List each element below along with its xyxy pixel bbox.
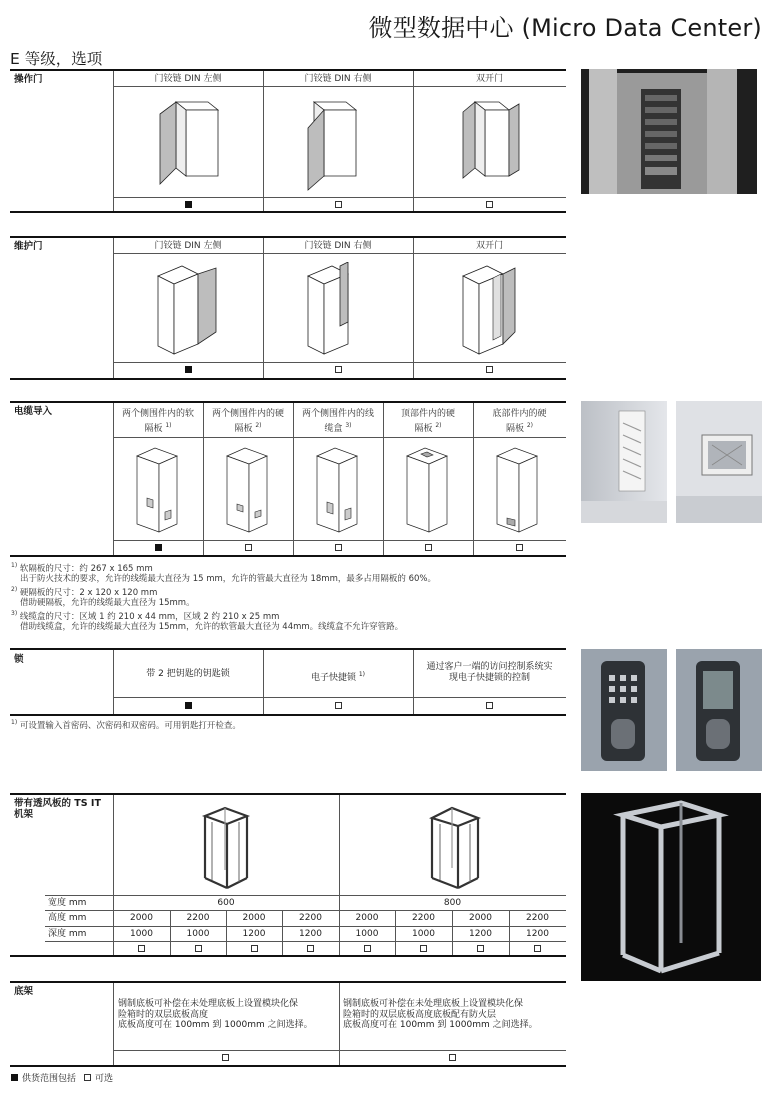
- cable-entry-soft-checkbox[interactable]: [155, 544, 162, 551]
- cable-note-2b: [11, 598, 436, 609]
- maintenance-door-left-checkbox[interactable]: [185, 366, 192, 373]
- cable-entry-notes: [11, 561, 436, 632]
- cable-entry-hard-photo: [676, 401, 762, 523]
- cable-entry-hard-top-checkbox[interactable]: [425, 544, 432, 551]
- lock-access-control-l2: 现电子快捷锁的控制: [448, 673, 530, 683]
- base-option-1-l3: 底板高度可在 100mm 到 1000mm 之间选择。: [118, 1020, 313, 1030]
- cable-entry-header-soft-l2: 隔板: [144, 424, 163, 434]
- rack-height-3: 2000: [242, 913, 266, 923]
- rack-option-1-checkbox[interactable]: [138, 945, 145, 952]
- lock-electronic-text: [263, 669, 413, 684]
- operating-door-header-right: 门铰链 DIN 右侧: [304, 74, 372, 84]
- rack-label: [14, 798, 101, 820]
- maintenance-door-left-illustration: [150, 262, 230, 357]
- rack-height-7: 2000: [469, 913, 492, 923]
- cable-entry-header-hard-bottom-l1: 底部件内的硬: [492, 409, 547, 419]
- cable-entry-header-hard-top-l2: 隔板: [414, 424, 433, 434]
- touch-lock-image: [676, 649, 762, 771]
- base-option-1-l1: 钢制底板可补偿在未处理底板上设置模块化保: [118, 999, 299, 1009]
- lock-electronic-checkbox[interactable]: [335, 702, 342, 709]
- legend-optional-text: 可选: [95, 1074, 114, 1084]
- cable-entry-hard-side-checkbox[interactable]: [245, 544, 252, 551]
- lock-electronic-label: 电子快捷锁: [310, 673, 356, 683]
- rack-800-illustration: [428, 804, 484, 890]
- cabinet-hard-side-plate-illustration: [223, 446, 273, 536]
- cabinet-cable-box-illustration: [313, 446, 363, 536]
- rack-height-1: 2000: [130, 913, 153, 923]
- cable-note-3-sup: 3): [11, 609, 18, 617]
- lock-note-sup: 1): [11, 719, 18, 726]
- cable-entry-header-cable-box-l2-wrap: [293, 420, 383, 435]
- rack-option-7-checkbox[interactable]: [477, 945, 484, 952]
- base-label: 底架: [14, 986, 34, 997]
- base-option-1-checkbox[interactable]: [222, 1054, 229, 1061]
- lock-note-text: 可设置输入首密码、次密码和双密码。可用钥匙打开检查。: [19, 720, 241, 731]
- cable-note-2-sup: 2): [11, 585, 18, 593]
- cable-entry-header-soft-l2-wrap: [113, 420, 203, 435]
- open-cabinet-photo: [581, 69, 757, 194]
- cable-entry-cable-box-checkbox[interactable]: [335, 544, 342, 551]
- cable-entry-label: 电缆导入: [14, 406, 53, 417]
- rack-depth-6: 1000: [412, 929, 435, 939]
- maintenance-door-right-illustration: [300, 262, 380, 357]
- cable-entry-header-cable-box-l1: 两个侧围件内的线: [301, 409, 374, 419]
- lock-note: [11, 718, 241, 731]
- cabinet-hard-top-plate-illustration: [403, 446, 453, 536]
- lock-label: 锁: [14, 654, 24, 665]
- cable-note-1: [11, 561, 436, 574]
- rack-height-label: 高度 mm: [48, 913, 87, 923]
- operating-door-header-double: 双开门: [475, 74, 503, 84]
- legend-included-icon: [11, 1074, 18, 1081]
- maintenance-double-door-illustration: [455, 262, 535, 357]
- operating-door-left-checkbox[interactable]: [185, 201, 192, 208]
- rack-depth-2: 1000: [186, 929, 210, 939]
- cable-entry-header-soft-l1: 两个侧围件内的软: [121, 409, 194, 419]
- cable-entry-header-soft-sup: 1): [165, 422, 172, 429]
- rack-option-4-checkbox[interactable]: [307, 945, 314, 952]
- operating-door-header-left: 门铰链 DIN 左侧: [154, 74, 222, 84]
- rack-option-3-checkbox[interactable]: [251, 945, 258, 952]
- rack-height-8: 2200: [526, 913, 549, 923]
- cable-entry-header-cable-box-sup: 3): [345, 422, 352, 429]
- rack-frame-photo: [581, 793, 761, 981]
- cabinet-double-door-illustration: [455, 98, 535, 193]
- operating-door-right-checkbox[interactable]: [335, 201, 342, 208]
- lock-access-control-l1: 通过客户一端的访问控制系统实: [426, 662, 553, 672]
- lock-access-control-text: [413, 662, 566, 684]
- base-option-2-l3: 底板高度可在 100mm 到 1000mm 之间选择。: [343, 1020, 538, 1030]
- cable-entry-hard-image: [676, 401, 762, 523]
- base-option-1-l2: 险箱时的双层底板高度: [118, 1009, 209, 1020]
- cabinet-hard-bottom-plate-illustration: [493, 446, 543, 536]
- maintenance-door-right-checkbox[interactable]: [335, 366, 342, 373]
- keypad-lock-image: [581, 649, 667, 771]
- rack-depth-3: 1200: [242, 929, 266, 939]
- rack-option-5-checkbox[interactable]: [364, 945, 371, 952]
- cable-entry-header-cable-box-l2: 缆盒: [324, 424, 343, 434]
- rack-width-600: 600: [217, 898, 235, 908]
- rack-option-2-checkbox[interactable]: [195, 945, 202, 952]
- cable-entry-header-hard-top-l1: 顶部件内的硬: [400, 409, 455, 419]
- cable-entry-header-hard-side-sup: 2): [255, 422, 262, 429]
- operating-door-double-checkbox[interactable]: [486, 201, 493, 208]
- lock-access-control-checkbox[interactable]: [486, 702, 493, 709]
- cable-note-2-text: 硬隔板的尺寸：2 x 120 x 120 mm: [19, 587, 158, 598]
- open-cabinet-image: [581, 69, 757, 194]
- cable-entry-header-hard-side-l1: 两个侧围件内的硬: [211, 409, 284, 419]
- lock-key-text: 带 2 把钥匙的钥匙锁: [146, 669, 230, 679]
- cabinet-door-left-open-illustration: [150, 98, 230, 193]
- cable-entry-soft-image: [581, 401, 667, 523]
- legend: [11, 1071, 113, 1084]
- cable-note-1b-text: 出于防火技术的要求，允许的线缆最大直径为 15 mm，允许的管最大直径为 18mm，最多占用隔板的 60%。: [20, 574, 436, 585]
- cable-entry-hard-bottom-checkbox[interactable]: [516, 544, 523, 551]
- rack-depth-label: 深度 mm: [48, 929, 87, 939]
- cable-entry-header-hard-bottom-l2: 隔板: [505, 424, 524, 434]
- lock-electronic-sup: 1): [358, 671, 366, 678]
- rack-frame-image: [581, 793, 761, 981]
- cable-note-1-text: 软隔板的尺寸：约 267 x 165 mm: [19, 563, 153, 574]
- maintenance-door-double-checkbox[interactable]: [486, 366, 493, 373]
- cabinet-soft-plate-illustration: [133, 446, 183, 536]
- lock-key-checkbox[interactable]: [185, 702, 192, 709]
- cable-entry-header-hard-top-l2-wrap: [383, 420, 473, 435]
- cable-entry-header-hard-top-sup: 2): [435, 422, 442, 429]
- rack-depth-1: 1000: [130, 929, 153, 939]
- rack-depth-4: 1200: [299, 929, 322, 939]
- cable-entry-header-hard-top: [383, 409, 473, 435]
- base-option-2-checkbox[interactable]: [449, 1054, 456, 1061]
- legend-included-text: 供货范围包括: [22, 1074, 77, 1084]
- cable-entry-header-hard-bottom: [473, 409, 566, 435]
- cable-note-3b: [11, 622, 436, 633]
- maintenance-door-header-left: 门铰链 DIN 左侧: [154, 241, 222, 251]
- rack-option-6-checkbox[interactable]: [420, 945, 427, 952]
- cable-note-1-sup: 1): [11, 562, 18, 569]
- cable-note-2b-text: 借助硬隔板，允许的线缆最大直径为 15mm。: [20, 598, 195, 609]
- cable-note-2: [11, 585, 436, 598]
- rack-height-6: 2200: [412, 913, 435, 923]
- rack-option-8-checkbox[interactable]: [534, 945, 541, 952]
- base-option-2-l1: 钢制底板可补偿在未处理底板上设置模块化保: [343, 999, 524, 1009]
- cable-entry-header-hard-side-l2: 隔板: [234, 424, 253, 434]
- cable-entry-header-soft: [113, 409, 203, 435]
- maintenance-door-label: 维护门: [14, 241, 43, 252]
- page-subtitle: E 等级，选项: [10, 50, 103, 68]
- cable-entry-header-cable-box: [293, 409, 383, 435]
- rack-height-4: 2200: [299, 913, 322, 923]
- legend-optional-icon: [84, 1074, 91, 1081]
- rack-label-l1: 带有透风板的 TS IT: [14, 798, 101, 809]
- touch-lock-photo: [676, 649, 762, 771]
- page-title: 微型数据中心 (Micro Data Center): [368, 14, 762, 42]
- operating-door-label: 操作门: [14, 74, 43, 85]
- keypad-lock-photo: [581, 649, 667, 771]
- maintenance-door-header-right: 门铰链 DIN 右侧: [304, 241, 372, 251]
- cable-note-3b-text: 借助线缆盒，允许的线缆最大直径为 15mm，允许的软管最大直径为 44mm。线缆盒不允许穿管路。: [20, 621, 404, 632]
- base-option-2-l2: 险箱时的双层底板高度底板配有防火层: [343, 1009, 497, 1020]
- rack-label-l2: 机架: [14, 809, 34, 820]
- cable-entry-header-hard-bottom-l2-wrap: [473, 420, 566, 435]
- base-option-1-text: [118, 999, 313, 1031]
- rack-600-illustration: [199, 804, 255, 890]
- cable-note-3-text: 线缆盒的尺寸：区域 1 约 210 x 44 mm，区域 2 约 210 x 25 mm: [19, 611, 280, 622]
- cable-entry-soft-photo: [581, 401, 667, 523]
- cable-entry-header-hard-side-l2-wrap: [203, 420, 293, 435]
- rack-width-label: 宽度 mm: [48, 898, 87, 908]
- maintenance-door-header-double: 双开门: [475, 241, 503, 251]
- rack-depth-8: 1200: [526, 929, 549, 939]
- cabinet-door-right-open-illustration: [300, 98, 380, 193]
- rack-depth-7: 1200: [469, 929, 492, 939]
- rack-width-800: 800: [443, 898, 462, 908]
- cable-note-3: [11, 609, 436, 622]
- base-option-2-text: [343, 999, 538, 1031]
- rack-height-2: 2200: [186, 913, 210, 923]
- rack-height-5: 2000: [355, 913, 379, 923]
- cable-note-1b: [11, 574, 436, 585]
- rack-depth-5: 1000: [355, 929, 379, 939]
- cable-entry-header-hard-side: [203, 409, 293, 435]
- cable-entry-header-hard-bottom-sup: 2): [526, 422, 534, 429]
